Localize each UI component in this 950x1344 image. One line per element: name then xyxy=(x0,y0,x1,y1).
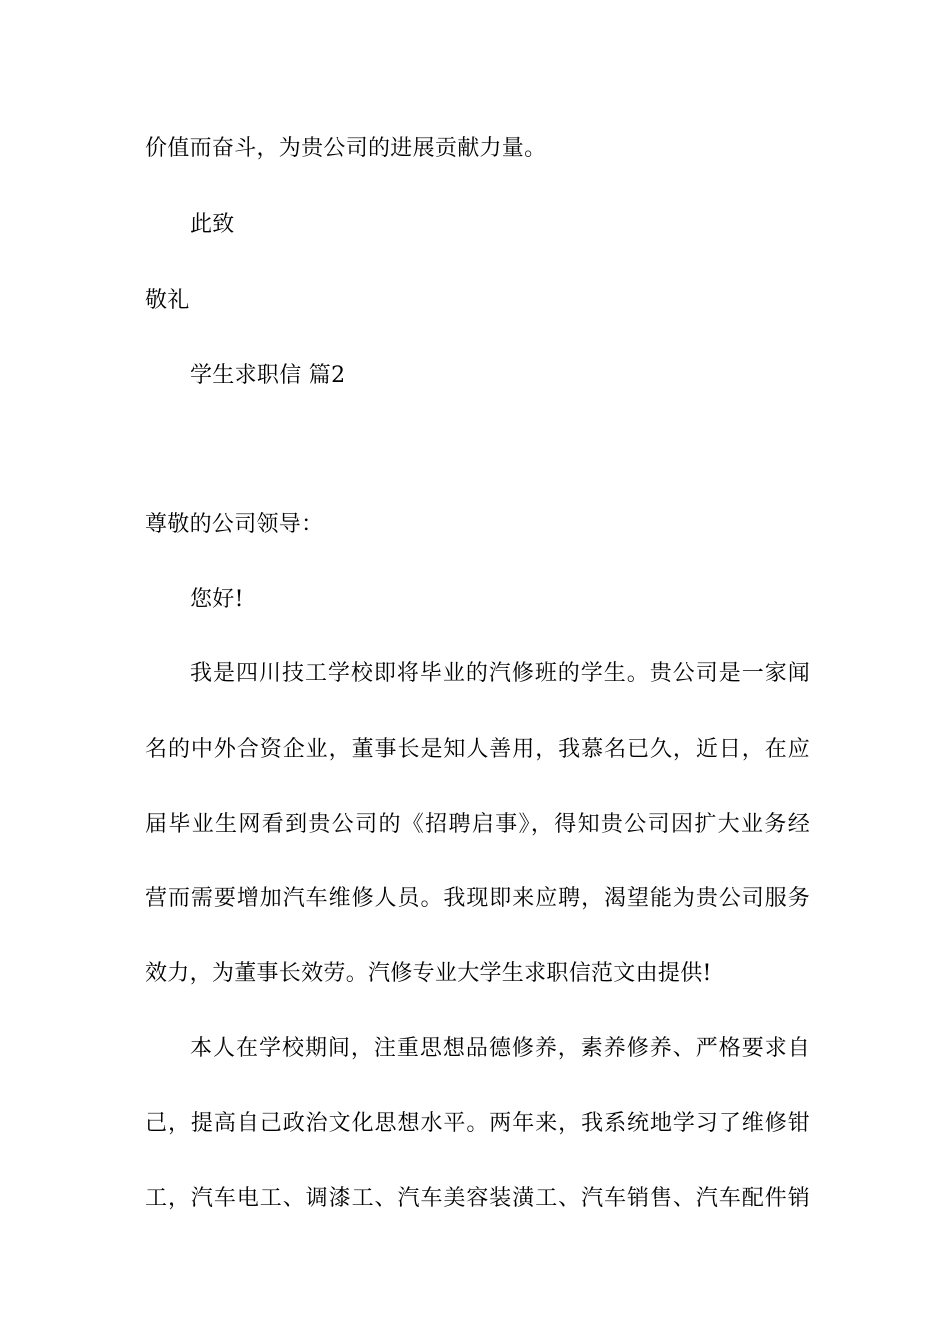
paragraph-2-line-2: 己，提高自己政治文化思想水平。两年来，我系统地学习了维修钳 xyxy=(145,1111,810,1136)
paragraph-2-line-1: 本人在学校期间，注重思想品德修养，素养修养、严格要求自 xyxy=(190,1036,810,1061)
salutation-cizhi: 此致 xyxy=(190,212,235,237)
closing-sentence: 价值而奋斗，为贵公司的进展贡献力量。 xyxy=(145,136,547,161)
paragraph-1-line-3: 届毕业生网看到贵公司的《招聘启事》，得知贵公司因扩大业务经 xyxy=(145,812,810,837)
paragraph-1-line-1: 我是四川技工学校即将毕业的汽修班的学生。贵公司是一家闻 xyxy=(190,661,810,686)
letter-greeting: 尊敬的公司领导： xyxy=(145,512,324,537)
paragraph-1-line-4: 营而需要增加汽车维修人员。我现即来应聘，渴望能为贵公司服务 xyxy=(145,886,810,911)
letter-hello: 您好! xyxy=(190,587,244,612)
paragraph-2-line-3: 工，汽车电工、调漆工、汽车美容装潢工、汽车销售、汽车配件销 xyxy=(145,1186,810,1211)
section-title: 学生求职信 篇2 xyxy=(190,363,346,388)
salutation-jingli: 敬礼 xyxy=(145,288,190,313)
paragraph-1-line-5: 效力，为董事长效劳。汽修专业大学生求职信范文由提供! xyxy=(145,961,712,986)
paragraph-1-line-2: 名的中外合资企业，董事长是知人善用，我慕名已久，近日，在应 xyxy=(145,737,810,762)
